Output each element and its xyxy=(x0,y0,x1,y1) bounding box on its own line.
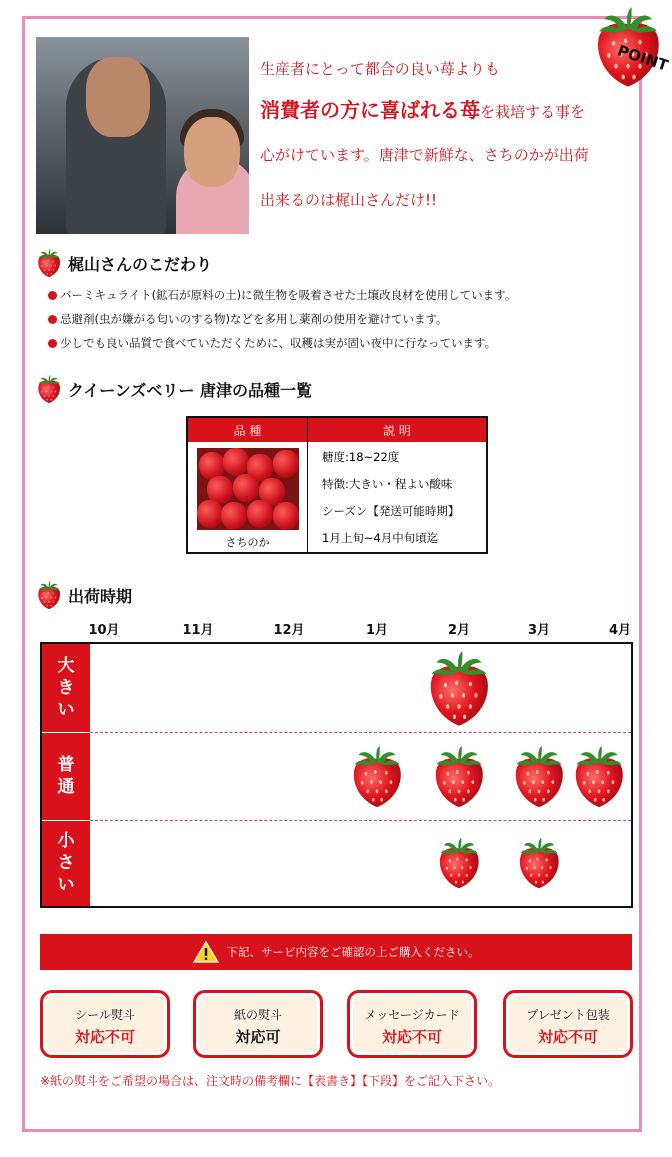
month-label: 2月 xyxy=(447,623,471,638)
option-gift-wrap xyxy=(503,990,633,1058)
option-name: シール熨斗 xyxy=(75,1008,135,1022)
month-label: 12月 xyxy=(273,623,305,638)
strawberry-icon xyxy=(425,649,493,728)
intro-line-3: 心がけています。唐津で新鮮な、さちのかが出荷 xyxy=(260,146,589,164)
row-divider xyxy=(90,820,631,821)
option-status: 対応不可 xyxy=(74,1028,135,1046)
variety-photo xyxy=(197,448,299,530)
option-message-card xyxy=(347,990,477,1058)
notice-bar xyxy=(40,934,632,970)
month-label: 1月 xyxy=(365,623,389,638)
month-axis xyxy=(0,619,672,639)
intro-line-1: 生産者にとって都合の良い苺よりも xyxy=(260,60,500,78)
option-name: 紙の熨斗 xyxy=(233,1008,282,1022)
strawberry-icon xyxy=(36,580,62,610)
option-name: メッセージカード xyxy=(364,1008,460,1022)
varieties-title: クイーンズベリー 唐津の品種一覧 xyxy=(68,380,312,400)
strawberry-icon xyxy=(36,248,62,278)
variety-description: 糖度:18~22度 特徴:大きい・程よい酸味 シーズン【発送可能時期】 1月上旬~4月中旬頃迄 xyxy=(322,450,460,545)
size-label: 大 き い xyxy=(57,656,75,720)
warning-icon xyxy=(193,941,219,963)
farmer-photo xyxy=(36,37,249,234)
size-label: 普 通 xyxy=(57,755,75,797)
list-item: バーミキュライト(鉱石が原料の土)に微生物を吸着させた土壌改良材を使用しています。 xyxy=(48,283,516,307)
varieties-heading xyxy=(36,374,312,404)
option-status: 対応不可 xyxy=(537,1028,598,1046)
month-label: 11月 xyxy=(182,623,214,638)
month-label: 3月 xyxy=(527,623,551,638)
size-label: 小 さ い xyxy=(57,831,75,895)
month-label: 4月 xyxy=(608,623,632,638)
shipping-title: 出荷時期 xyxy=(68,586,133,606)
strawberry-icon xyxy=(36,374,62,404)
strawberry-icon xyxy=(516,836,562,890)
option-name: プレゼント包装 xyxy=(526,1008,610,1022)
month-label: 10月 xyxy=(88,623,120,638)
strawberry-icon xyxy=(436,836,482,890)
row-divider xyxy=(90,732,631,733)
variety-name: さちのか xyxy=(225,536,270,549)
intro-line-4: 出来るのは梶山さんだけ!! xyxy=(260,191,438,209)
intro-line-2: を栽培する事を xyxy=(480,103,586,121)
option-status: 対応不可 xyxy=(381,1028,442,1046)
footnote: ※紙の熨斗をご希望の場合は、注文時の備考欄に【表書き】【下段】をご記入下さい。 xyxy=(40,1074,501,1088)
option-seal-noshi xyxy=(40,990,170,1058)
notice-text: 下記、サービ内容をご確認の上ご購入ください。 xyxy=(226,945,480,959)
strawberry-icon xyxy=(431,744,487,809)
kodawari-list xyxy=(48,283,516,355)
list-item: 少しでも良い品質で食べていただくために、収穫は実が固い夜中に行なっています。 xyxy=(48,331,516,355)
kodawari-heading xyxy=(36,248,212,278)
kodawari-title: 梶山さんのこだわり xyxy=(68,254,213,274)
option-paper-noshi xyxy=(193,990,323,1058)
strawberry-icon xyxy=(571,744,627,809)
option-status: 対応可 xyxy=(235,1028,281,1046)
list-item: 忌避剤(虫が嫌がる匂いのする物)などを多用し薬剤の使用を避けています。 xyxy=(48,307,516,331)
shipping-heading xyxy=(36,580,132,610)
header-variety: 品 種 xyxy=(188,418,308,442)
header-description: 説 明 xyxy=(383,423,411,438)
variety-table xyxy=(186,416,488,554)
point-badge xyxy=(570,0,670,100)
point-label: POINT xyxy=(615,41,670,75)
strawberry-icon xyxy=(349,744,405,809)
intro-highlight: 消費者の方に喜ばれる苺 xyxy=(260,98,480,122)
strawberry-icon xyxy=(511,744,567,809)
shipping-calendar xyxy=(40,642,633,908)
